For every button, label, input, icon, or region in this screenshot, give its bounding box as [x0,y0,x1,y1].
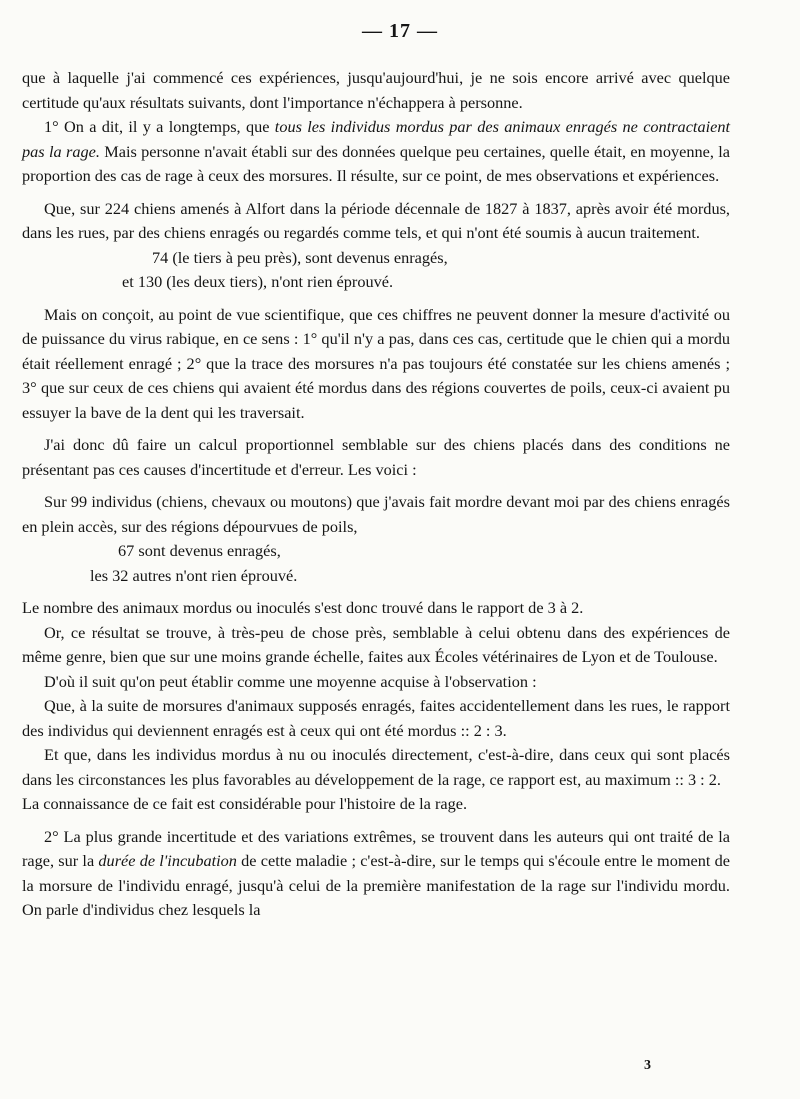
paragraph: La connaissance de ce fait est considérable pour l'histoire de la rage. [22,794,468,813]
paragraph: Or, ce résultat se trouve, à très-peu de chose près, semblable à celui obtenu dans des expériences de même genre, bien que sur une moins grande échelle, faites aux Écoles vétérinaires de Lyon et de Toulouse. [22,622,730,666]
result-line: et 130 (les deux tiers), n'ont rien éprouvé. [122,272,394,291]
paragraph: Et que, dans les individus mordus à nu ou inoculés directement, c'est-à-dire, dans ceux qui sont placés dans les circonstances les plus favorables au développement de la rage, ce rapport est, au maximum :: 3 : 2. [22,745,730,789]
paragraph: Que, sur 224 chiens amenés à Alfort dans la période décennale de 1827 à 1837, après avoir été mordus, dans les rues, par des chiens enragés ou regardés comme tels, et qui n'ont été soumis à aucun traitement. [22,198,730,242]
paragraph: J'ai donc dû faire un calcul proportionnel semblable sur des chiens placés dans des conditions ne présentant pas ces causes d'incertitude et d'erreur. Les voici : [22,435,730,479]
paragraph: que à laquelle j'ai commencé ces expériences, jusqu'aujourd'hui, je ne sois encore arrivé avec quelque certitude qu'aux résultats suivants, dont l'importance n'échappera à personne. [22,68,730,112]
paragraph: D'où il suit qu'on peut établir comme une moyenne acquise à l'observation : [44,671,537,691]
result-line: les 32 autres n'ont rien éprouvé. [90,565,298,585]
body-text [22,66,730,923]
paragraph: Mais on conçoit, au point de vue scientifique, que ces chiffres ne peuvent donner la mesure d'activité ou de puissance du virus rabique, en ce sens : 1° qu'il n'y a pas, dans ces cas, certitude que le chien qui a mordu était réellement enragé ; 2° que la trace des morsures n'a pas toujours été constatée sur les chiens amenés ; 3° que sur ceux de ces chiens qui avaient été mordus dans des régions couvertes de poils, ceux-ci avaient pu essuyer la bave de la dent qui les traversait. [22,304,730,422]
paragraph: 1° On a dit, il y a longtemps, que tous les individus mordus par des animaux enragés ne contractaient pas la rage. Mais personne n'avait établi sur des données quelque peu certaines, quelle était, en moyenne, la proportion des cas de rage à ceux des morsures. Il résulte, sur ce point, de mes observations et expériences. [22,117,731,185]
paragraph: Le nombre des animaux mordus ou inoculés s'est donc trouvé dans le rapport de 3 à 2. [22,598,584,617]
paragraph: Sur 99 individus (chiens, chevaux ou moutons) que j'avais fait mordre devant moi par des chiens enragés en plein accès, sur des régions dépourvues de poils, [22,492,730,536]
emphasis: tous les individus mordus par des animaux enragés ne contractaient pas la rage. [22,117,731,161]
paragraph: Que, à la suite de morsures d'animaux supposés enragés, faites accidentellement dans les rues, le rapport des individus qui deviennent enragés est à ceux qui ont été mordus :: 2 : 3. [22,696,730,740]
result-line: 67 sont devenus enragés, [118,541,281,560]
page-number: — 17 — [362,20,438,42]
emphasis: durée de l'incubation [98,851,237,870]
paragraph: 2° La plus grande incertitude et des variations extrêmes, se trouvent dans les auteurs qui ont traité de la rage, sur la durée de l'incubation de cette maladie ; c'est-à-dire, sur le temps qui s'écoule entre le moment de la morsure de l'individu enragé, jusqu'à celui de la première manifestation de la rage sur l'individu mordu. On parle d'individus chez lesquels la [22,826,730,919]
result-line: 74 (le tiers à peu près), sont devenus enragés, [152,247,448,267]
signature-mark: 3 [644,1058,651,1073]
